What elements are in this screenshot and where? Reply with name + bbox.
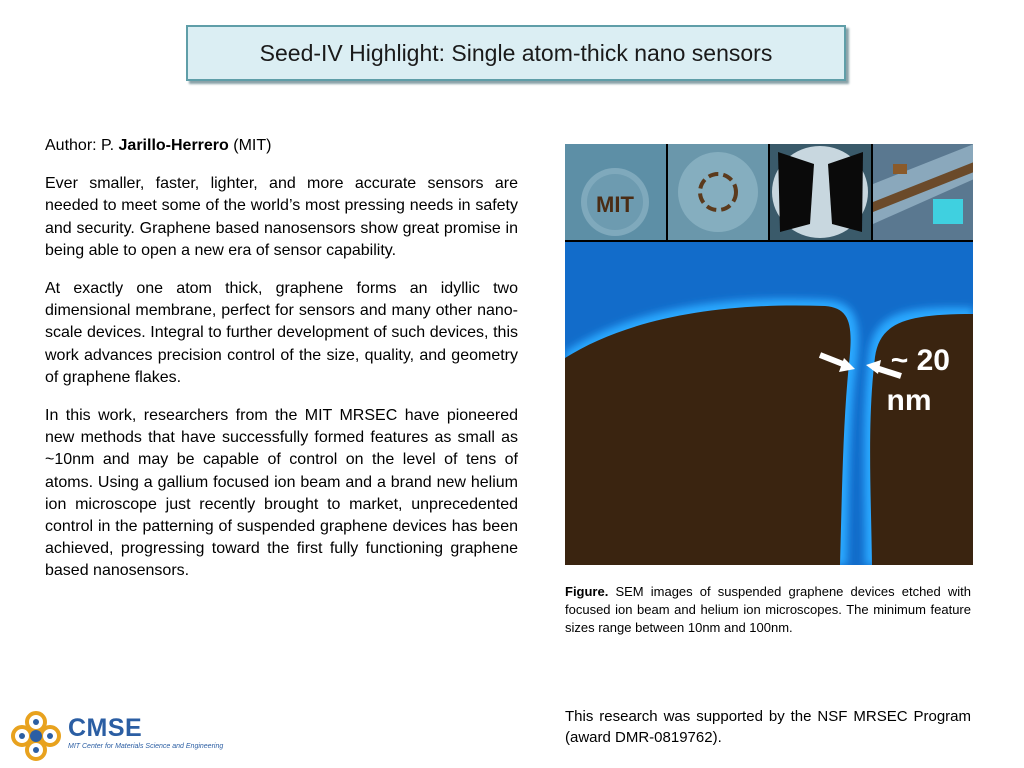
caption-lead: Figure. — [565, 584, 609, 599]
mit-etched-text: MIT — [596, 192, 634, 217]
funding-statement: This research was supported by the NSF MRSEC Program (award DMR-0819762). — [565, 708, 971, 746]
cmse-logo — [10, 710, 224, 762]
figure-caption — [565, 583, 971, 637]
slide-title: Seed-IV Highlight: Single atom-thick nano sensors — [259, 39, 773, 66]
body-text — [45, 135, 518, 599]
author-name: Jarillo-Herrero — [118, 137, 229, 154]
scale-label-unit: nm — [886, 384, 932, 417]
paragraph-3: In this work, researchers from the MIT MRSEC have pioneered new methods that have successfully formed features as small as ~10nm and may be capable of control on the level of tens of atoms. Using a gallium focused ion beam and a brand new helium ion microscope just recently brought to market, unprecedented control in the patterning of suspended graphene devices has been achieved, progressing toward the first fully functioning graphene based nanosensors. — [45, 407, 518, 580]
author-prefix: Author: P. — [45, 137, 119, 154]
logo-name: CMSE — [68, 714, 143, 742]
sem-figure — [565, 144, 973, 565]
sem-thumbnail-strip — [565, 144, 973, 240]
author-line — [45, 135, 518, 157]
cmse-logo-icon — [10, 710, 62, 762]
paragraph-1: Ever smaller, faster, lighter, and more accurate sensors are needed to meet some of the world’s most pressing needs in safety and security. Graphene based nanosensors show great promise in being able to open a new era of sensor capability. — [45, 175, 518, 259]
sem-main-image — [565, 242, 973, 565]
author-suffix: (MIT) — [228, 137, 272, 154]
sem-thumbnail-mit — [565, 144, 666, 240]
sem-thumbnail-ring — [668, 144, 769, 240]
sem-thumbnail-gap — [770, 144, 871, 240]
scale-label-value: ~ 20 — [890, 344, 950, 377]
logo-subtitle: MIT Center for Materials Science and Engineering — [68, 743, 224, 750]
slide-title-box — [186, 25, 846, 81]
sem-thumbnail-device — [873, 144, 974, 240]
caption-text: SEM images of suspended graphene devices etched with focused ion beam and helium ion microscopes. The minimum feature sizes range between 10nm and 100nm. — [565, 584, 971, 635]
paragraph-2: At exactly one atom thick, graphene forms an idyllic two dimensional membrane, perfect for sensors and many other nano-scale devices. Integral to further development of such devices, this work advances precision control of the size, quality, and geometry of graphene flakes. — [45, 280, 518, 386]
